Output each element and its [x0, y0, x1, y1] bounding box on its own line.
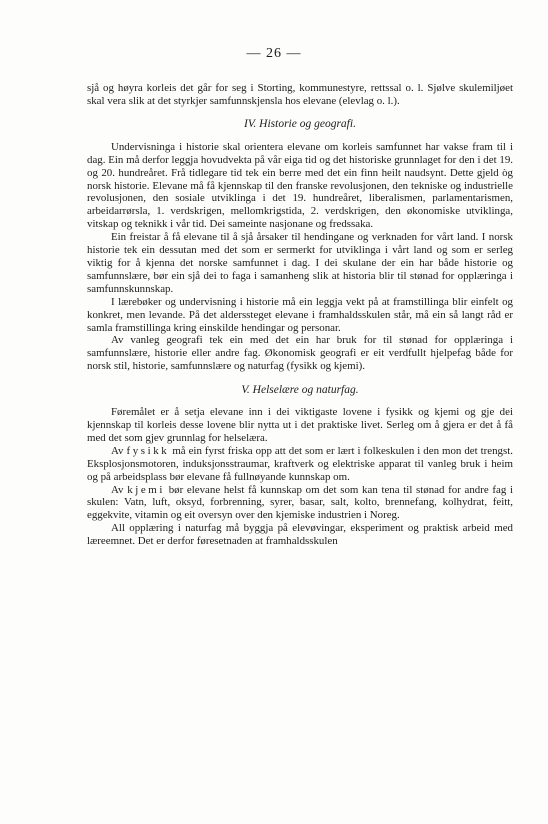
- paragraph-kjemi-text: bør elevane helst få kunnskap om det som kan tena til stønad for andre fag i skulen: Vatn, luft, oksyd, forbrenning, syrer, basar, salt, kolto, brennefang, kolhydrat, feitt, eggekvite, vitamin og eit oversyn over den kjemiske industrien i Noreg.: [87, 483, 513, 522]
- paragraph-fysikk-text: må ein fyrst friska opp att det som er lært i folkeskulen i den mon det trengst. Eksplosjonsmotoren, induksjonsstraumar, kraftverk og elektriske apparat til vanleg bruk i heim og på arbeidsplass bør elevane få fullnøyande kunnskap om.: [87, 444, 513, 483]
- paragraph-geografi: Av vanleg geografi tek ein med det ein har bruk for til stønad for opplæringa i samfunnslære, historie eller andre fag. Økonomisk geografi er eit verdfullt hjelpefag både for norsk stil, historie, samfunnslære og naturfag (fysikk og kjemi).: [87, 334, 513, 373]
- term-kjemi: kjemi: [127, 483, 166, 496]
- paragraph-historie-2: Ein freistar å få elevane til å sjå årsaker til hendingane og verknaden for vårt land. I norsk historie tek ein dessutan med det som er sermerkt for utviklinga i vårt land og som er serleg viktig for å kjenna det norske samfunnet i dag. I dei skulane der ein har både historie og samfunnslære, bør ein sjå dei to faga i samanheng slik at historia blir til stønad for opplæringa i samfunnskunnskap.: [87, 231, 513, 295]
- term-fysikk: fysikk: [126, 444, 170, 457]
- paragraph-kjemi: [87, 484, 513, 523]
- paragraph-fysikk: [87, 445, 513, 484]
- paragraph-naturfag-purpose: Føremålet er å setja elevane inn i dei viktigaste lovene i fysikk og kjemi og gje dei kjennskap til korleis desse lovene blir nytta ut i det praktiske livet. Serleg om å gjera er det å få med det som gjev grunnlag for helselæra.: [87, 406, 513, 444]
- paragraph-fysikk-lead: Av: [111, 444, 124, 457]
- paragraph-intro: sjå og høyra korleis det går for seg i Storting, kommunestyre, rettssal o. l. Sjølve skulemiljøet skal vera slik at det styrkjer samfunnskjensla hos elevane (elevlag o. l.).: [87, 82, 513, 107]
- paragraph-kjemi-lead: Av: [111, 483, 124, 496]
- paragraph-historie-3: I lærebøker og undervisning i historie må ein leggja vekt på at framstillinga blir einfelt og konkret, men levande. På det alderssteget elevane i framhaldsskulen står, må ein så langt råd er samla framstillinga kring einskilde hendingar og personar.: [87, 295, 513, 334]
- paragraph-opplaering: All opplæring i naturfag må byggja på elevøvingar, eksperiment og praktisk arbeid med læreemnet. Det er derfor føresetnaden at framhaldsskulen: [87, 522, 513, 548]
- section-heading-historie-geografi: IV. Historie og geografi.: [244, 117, 356, 130]
- page-body: [87, 82, 513, 548]
- section-heading-helselaere-naturfag: V. Helselære og naturfag.: [241, 384, 359, 397]
- page-number: — 26 —: [246, 46, 302, 61]
- paragraph-historie-1: Undervisninga i historie skal orientera elevane om korleis samfunnet har vakse fram til i dag. Ein må derfor leggja hovudvekta på vår eiga tid og det historiske grunnlaget for den i det 19. og 20. hundreåret. Frå tidlegare tid tek ein berre med det ein finn heilt naudsynt. Dette gjeld òg norsk historie. Elevane må få kjennskap til den franske revolusjonen, den tekniske og industrielle revolusjonen, den sosiale utviklinga i det 19. hundreåret, liberalismen, parlamentarismen, arbeidarrørsla, 1. verdskrigen, mellomkrigstida, 2. verdskrigen, den økonomiske utviklinga, vitskap og teknikk i vår tid. Dei sameinte nasjonane og fredssaka.: [87, 140, 513, 231]
